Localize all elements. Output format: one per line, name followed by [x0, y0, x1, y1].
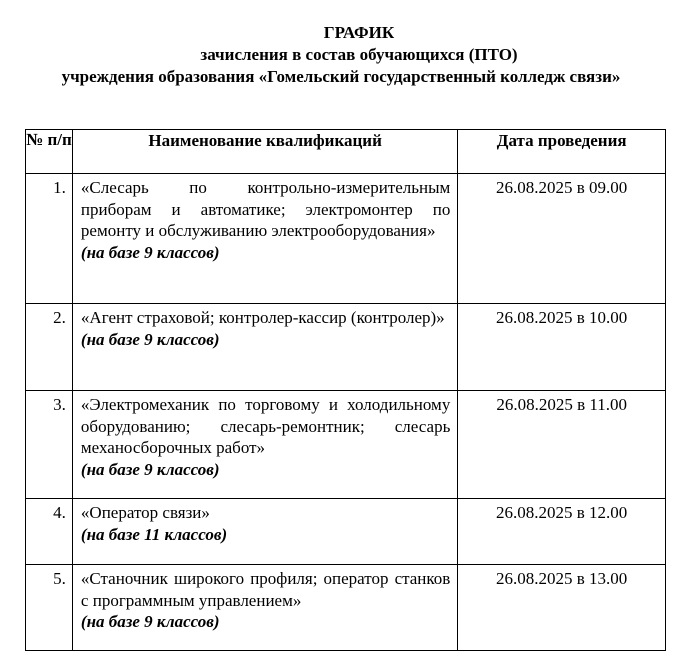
qualification-text: «Слесарь по контрольно-измерительным приборам и автоматике; электромонтер по ремонту и обслуживанию электрооборудования»	[80, 178, 451, 240]
table-row	[26, 499, 666, 565]
qualification-text: «Агент страховой; контролер-кассир (контролер)»	[80, 308, 445, 327]
qualification-text: «Станочник широкого профиля; оператор станков с программным управлением»	[80, 569, 451, 610]
education-base: (на базе 9 классов)	[80, 459, 220, 479]
document-subtitle: зачисления в состав обучающихся (ПТО)	[200, 45, 518, 64]
schedule-table	[25, 129, 666, 651]
date-cell: 26.08.2025 в 11.00	[458, 391, 666, 499]
table-header-row	[26, 130, 666, 174]
education-base: (на базе 11 классов)	[80, 524, 228, 544]
qualification-cell	[72, 304, 457, 391]
date-cell: 26.08.2025 в 13.00	[458, 565, 666, 651]
qualification-cell	[72, 174, 457, 304]
table-row	[26, 304, 666, 391]
qualification-cell	[72, 499, 457, 565]
column-header-number: № п/п	[26, 130, 73, 174]
document-title: ГРАФИК	[323, 23, 395, 42]
date-cell: 26.08.2025 в 12.00	[458, 499, 666, 565]
education-base: (на базе 9 классов)	[80, 329, 220, 349]
column-header-qualification: Наименование квалификаций	[72, 130, 457, 174]
qualification-cell	[72, 565, 457, 651]
row-number: 4.	[26, 499, 73, 565]
qualification-text: «Электромеханик по торговому и холодильному оборудованию; слесарь-ремонтник; слесарь механосборочных работ»	[80, 395, 451, 457]
qualification-text: «Оператор связи»	[80, 503, 210, 522]
date-cell: 26.08.2025 в 09.00	[458, 174, 666, 304]
column-header-date: Дата проведения	[458, 130, 666, 174]
qualification-cell	[72, 391, 457, 499]
table-row	[26, 391, 666, 499]
row-number: 3.	[26, 391, 73, 499]
row-number: 2.	[26, 304, 73, 391]
table-row	[26, 565, 666, 651]
date-cell: 26.08.2025 в 10.00	[458, 304, 666, 391]
education-base: (на базе 9 классов)	[80, 612, 220, 631]
row-number: 5.	[26, 565, 73, 651]
table-row	[26, 174, 666, 304]
row-number: 1.	[26, 174, 73, 304]
education-base: (на базе 9 классов)	[80, 242, 220, 262]
document-header	[0, 22, 682, 88]
institution-name: учреждения образования «Гомельский государственный колледж связи»	[61, 67, 621, 86]
